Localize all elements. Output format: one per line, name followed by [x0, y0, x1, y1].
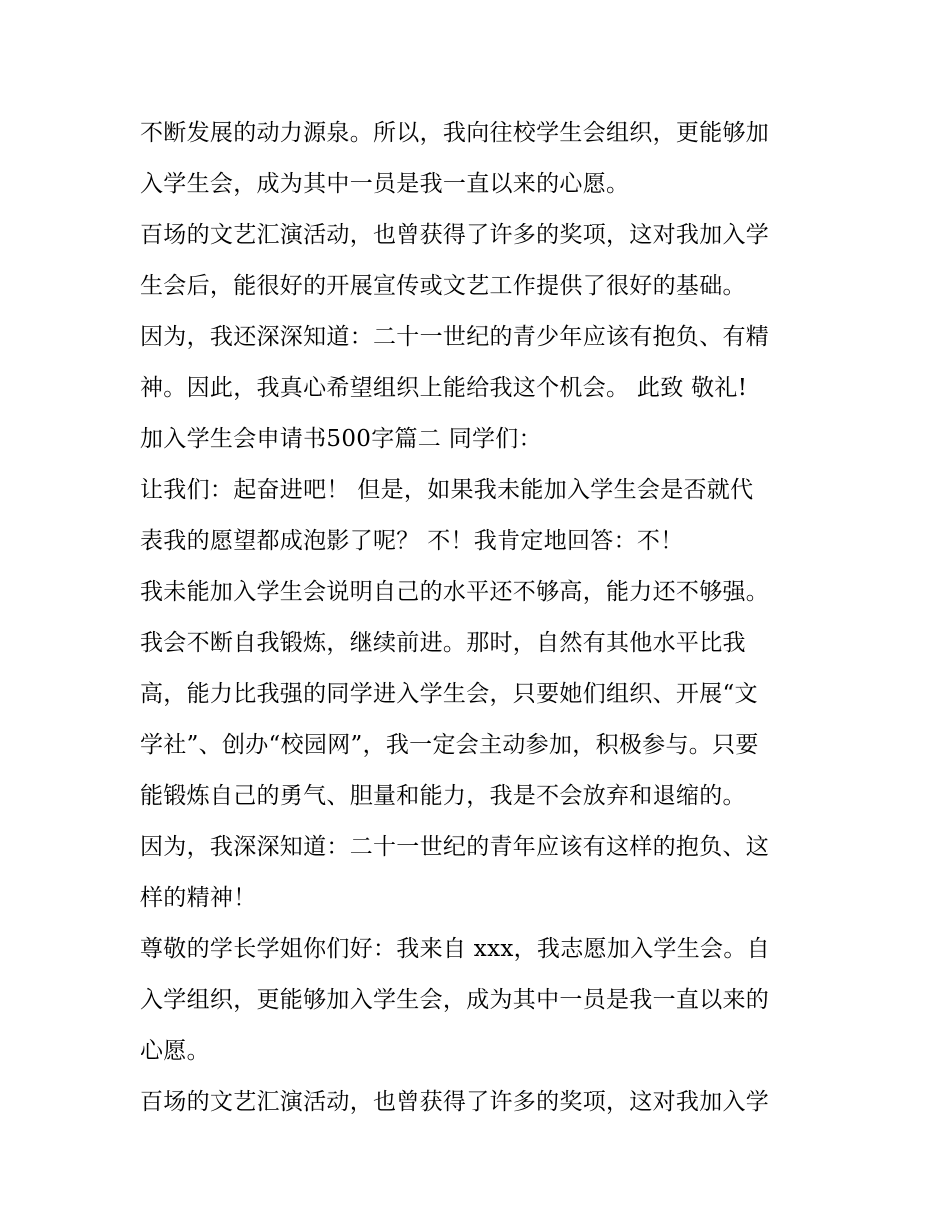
text-line: 尊敬的学长学姐你们好：我来自 xxx，我志愿加入学生会。自: [140, 936, 770, 962]
text-line: 高，能力比我强的同学进入学生会，只要她们组织、开展“文: [140, 681, 758, 707]
text-line: 表我的愿望都成泡影了呢？ 不！我肯定地回答：不！: [140, 528, 684, 554]
text-line: 神。因此，我真心希望组织上能给我这个机会。 此致 敬礼!: [140, 375, 748, 401]
text-line: 百场的文艺汇演活动，也曾获得了许多的奖项，这对我加入学: [140, 222, 770, 248]
document-body: [140, 108, 820, 1128]
text-line: 能锻炼自己的勇气、胆量和能力，我是不会放弃和退缩的。: [140, 783, 746, 809]
text-line: 学社”、创办“校园网”，我一定会主动参加，积极参与。只要: [140, 732, 759, 758]
text-line: 百场的文艺汇演活动，也曾获得了许多的奖项，这对我加入学: [140, 1089, 770, 1115]
text-line: 我会不断自我锻炼，继续前进。那时，自然有其他水平比我: [140, 630, 746, 656]
text-line: 我未能加入学生会说明自己的水平还不够高，能力还不够强。: [140, 579, 770, 605]
text-line: 入学组织，更能够加入学生会，成为其中一员是我一直以来的: [140, 987, 770, 1013]
section-heading-line: 加入学生会申请书500字篇二 同学们：: [140, 426, 542, 452]
text-line: 因为，我深深知道：二十一世纪的青年应该有这样的抱负、这: [140, 834, 770, 860]
text-line: 生会后，能很好的开展宣传或文艺工作提供了很好的基础。: [140, 273, 746, 299]
text-line: 让我们：起奋进吧！ 但是，如果我未能加入学生会是否就代: [140, 477, 754, 503]
text-line: 样的精神！: [140, 885, 257, 911]
text-line: 因为，我还深深知道：二十一世纪的青少年应该有抱负、有精: [140, 324, 770, 350]
text-line: 入学生会，成为其中一员是我一直以来的心愿。: [140, 171, 630, 197]
text-line: 心愿。: [140, 1038, 210, 1064]
text-line: 不断发展的动力源泉。所以，我向往校学生会组织，更能够加: [140, 120, 770, 146]
